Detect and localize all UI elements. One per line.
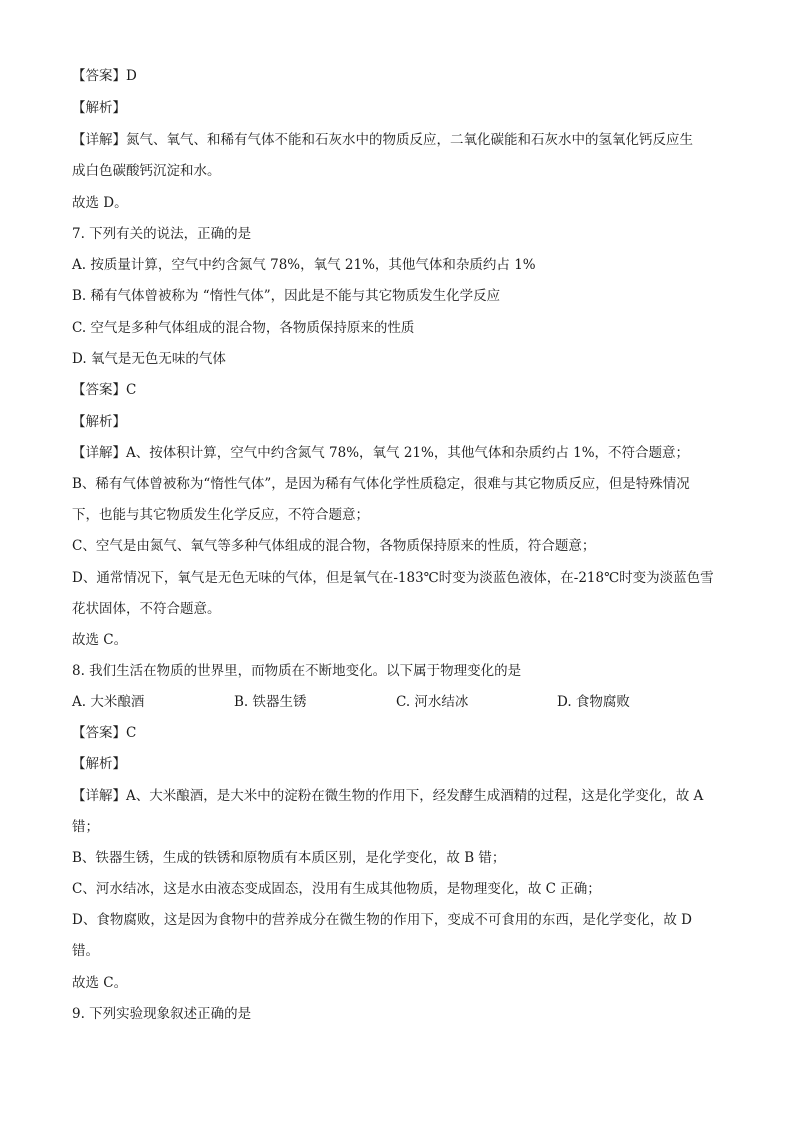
q7-answer: 【答案】C (72, 382, 137, 398)
q8-detail-line-6: 错。 (72, 943, 99, 959)
q8-answer: 【答案】C (72, 725, 137, 741)
q8-analysis-label: 【解析】 (72, 756, 126, 772)
q8-option-c: C. 河水结冰 (396, 694, 469, 710)
q8-option-a: A. 大米酿酒 (72, 694, 145, 710)
q8-conclusion: 故选 C。 (72, 975, 128, 991)
q7-detail-line-4: C、空气是由氮气、氧气等多种气体组成的混合物，各物质保持原来的性质，符合题意； (72, 538, 596, 554)
q8-stem: 8. 我们生活在物质的世界里，而物质在不断地变化。以下属于物理变化的是 (72, 663, 522, 679)
q7-option-b: B. 稀有气体曾被称为 “惰性气体”，因此是不能与其它物质发生化学反应 (72, 288, 501, 304)
q7-analysis-label: 【解析】 (72, 414, 126, 430)
q8-option-b: B. 铁器生锈 (234, 694, 307, 710)
q7-option-d: D. 氧气是无色无味的气体 (72, 351, 226, 367)
q7-option-a: A. 按质量计算，空气中约含氮气 78%，氧气 21%，其他气体和杂质约占 1% (72, 257, 536, 273)
q6-detail-line-2: 成白色碳酸钙沉淀和水。 (72, 163, 221, 179)
q8-detail-line-2: 错； (72, 819, 99, 835)
q8-detail-line-4: C、河水结冰，这是水由液态变成固态，没用有生成其他物质，是物理变化，故 C 正确； (72, 881, 601, 897)
q6-conclusion: 故选 D。 (72, 195, 128, 211)
q7-detail-line-1: 【详解】A、按体积计算，空气中约含氮气 78%，氧气 21%，其他气体和杂质约占 1%，不符合题意； (72, 445, 690, 461)
q8-option-d: D. 食物腐败 (557, 694, 630, 710)
q9-stem: 9. 下列实验现象叙述正确的是 (72, 1006, 252, 1022)
q6-detail-line-1: 【详解】氮气、氧气、和稀有气体不能和石灰水中的物质反应，二氧化碳能和石灰水中的氢氧化钙反应生 (72, 132, 693, 148)
q6-answer: 【答案】D (72, 68, 137, 84)
q7-detail-line-6: 花状固体，不符合题意。 (72, 601, 221, 617)
q8-detail-line-1: 【详解】A、大米酿酒，是大米中的淀粉在微生物的作用下，经发酵生成酒精的过程，这是化学变化，故 A (72, 788, 704, 804)
q7-conclusion: 故选 C。 (72, 632, 128, 648)
q7-detail-line-2: B、稀有气体曾被称为“惰性气体”，是因为稀有气体化学性质稳定，很难与其它物质反应，但是特殊情况 (72, 476, 690, 492)
q7-option-c: C. 空气是多种气体组成的混合物，各物质保持原来的性质 (72, 320, 415, 336)
q7-stem: 7. 下列有关的说法，正确的是 (72, 226, 252, 242)
q7-detail-line-5: D、通常情况下，氧气是无色无味的气体，但是氧气在-183℃时变为淡蓝色液体，在-218℃时变为淡蓝色雪 (72, 570, 714, 586)
q6-analysis-label: 【解析】 (72, 100, 126, 116)
q7-detail-line-3: 下，也能与其它物质发生化学反应，不符合题意； (72, 507, 369, 523)
q8-detail-line-3: B、铁器生锈，生成的铁锈和原物质有本质区别，是化学变化，故 B 错； (72, 850, 506, 866)
q8-detail-line-5: D、食物腐败，这是因为食物中的营养成分在微生物的作用下，变成不可食用的东西，是化学变化，故 D (72, 912, 692, 928)
